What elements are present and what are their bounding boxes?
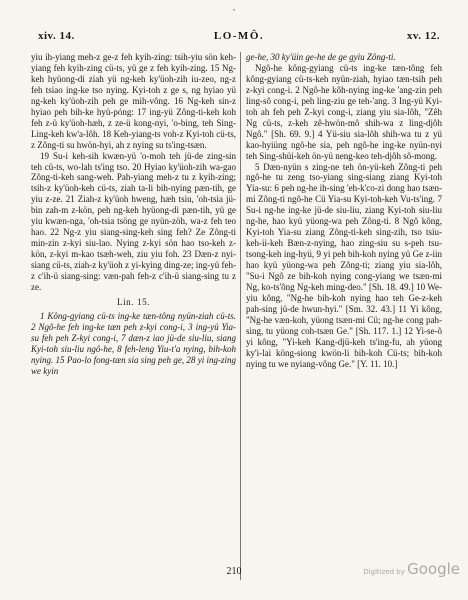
left-paragraph-1: yiu ih-yiang meh-z ge-z feh kyih-zing: tsih-yiu sön keh-yiang feh kyih-zing cü-ts, yü ge z feh kyih-zing. 15 Ng-keh hyüong-di ziah yü ng-keh ky'üoh-zih iu-zeo, ng-z feh tsiao ing-ke tso nying. Kyi-toh z ge s, ng hyiao yü ng-keh ky'üoh-zih peh ge mih-vông. 16 Ng-keh sin-z hyiao peh bih-ke hyü-póng: 17 ing-yü Zông-ti-keh koh feh z-ü ky'üoh-hæh, z ze-ü kong-nyi, 'o-bing, teh Sing-Ling-keh kw'a-lôh. 18 Keh-yiang-ts voh-z Kyi-toh cü-ts, z Zông-ti su hwön-hyi, ah z nying su ts'ing-tsæn.: [31, 52, 236, 150]
top-mark: •: [232, 8, 236, 14]
right-column: [246, 52, 442, 370]
digitized-watermark: [340, 560, 460, 578]
header-left-reference: xiv. 14.: [38, 30, 75, 42]
left-paragraph-2: 19 Su-i keh-sih kwæn-yü 'o-moh teh jü-de zing-sin teh cü-ts, wo-lah ts'ing tso. 20 Hyiao ky'üoh-zih wa-gao Zông-ti-keh sang-weh. Pah-yiang meh-z tu z kyih-zing; tsih-z ky'üoh-keh cü-ts, ziah ta-li bih-nying pæn-tih, ge yiu z-ze. 21 Ziah-z ky'üoh hweng, hæh tsiu, 'oh-tsia jü-bin zah-m z-kön, peh ng-keh hyüong-di pæn-tih, yü ge yiu kwæn-nga, 'oh-tsia tsöng ge nyün-zöh, wa-z feh teo hao. 22 Ng-z yiu siang-sing-keh sing feh? Ze Zông-ti min-zin z-kyi siu-lao. Nying z-kyi sön hao tso-keh z-kön, z-kyi m-kao tsæh-weh, ziu yiu foh. 23 Dæn-z nyi-siang cü-ts, ziah-z ky'üoh z yi-kying ding-ze; ing-yü feh-z c'ih-ü siang-sing: væn-pah feh-z c'ih-ü siang-sing tu z ze.: [31, 150, 236, 293]
lesson-summary: 1 Kông-gyiang cü-ts ing-ke tæn-tông nyün-ziah cü-ts. 2 Ngô-he feh ing-ke tæn peh z-kyi cong-i, 3 ing-yü Yia-su feh peh Z-kyi cong-i, 7 dæn-z iao jü-de siu-liu, siang Kyi-toh siu-liu ngô-he, 8 feh-leng Yiu-t'a nying, bih-koh nying. 15 Pao-lo fong-tæn sia sing peh ge, 28 yi ing-zing we kyin: [31, 310, 236, 376]
watermark-prefix: Digitized by: [363, 568, 405, 576]
header-right-reference: xv. 12.: [406, 30, 440, 42]
header-title: LO-MÔ.: [213, 30, 265, 42]
summary-continuation: ge-he, 30 ky'üin ge-he de ge gyiu Zông-ti.: [246, 52, 396, 62]
watermark-brand: Google: [407, 560, 460, 578]
right-paragraph-2: 5 Dæn-nyün s zing-ne teh ön-yü-keh Zông-ti peh ngô-he tu zeng tso-yiang sing-siang ziang Kyi-toh Yia-su: 6 peh ng-he ih-sing 'eh-k'co-zi dong hao tsæn-mi Zông-ti ngô-he Cü Yia-su Kyi-toh-keh Vu-ts'ing. 7 Su-i ng-he ing-ke jü-de siu-liu, ziang Kyi-toh siu-liu ng-he, hao kyü yüong-wa peh Zông-ti. 8 Ngô kông, Kyi-toh Yia-su ziang Zông-ti-keh sing-zih, tso tsiu-keh-ii-keh Bæn-z-nying, hao zing-siu su s-peh tsu-tsong-keh ing-hyü, 9 yi peh bih-koh nying yü Ge z-iin hao kyü yüong-wa peh Zông-ti; ziang yiu sia-lôh, "Su-i Ngô ze bih-koh nying cong-yiang we tsæn-mi Ng, ko-ts'ông Ng-keh ming-deo." [Sh. 18. 49.] 10 We-yiu kông, "Ng-he bih-koh nying hao teh Ge-z-keh pah-sing jü-de hwun-hyi." [Sm. 32. 43.] 11 Yi kông, "Ng-he væn-koh, yüong tsæn-mi Cü; ng-he cong pah-sing, tu yüong coh-tsæn Ge." [Sh. 117. 1.] 12 Yi-se-õ yi kông, "Yi-keh Kang-djü-keh ts'ing-fu, ah yüong ky'i-lai köng-siong kwön-li bih-koh Cü-ts; bih-koh nying tu we nyiang-vông Ge." [Y. 11. 10.]: [246, 161, 442, 369]
lesson-heading: Lin. 15.: [116, 296, 151, 307]
right-paragraph-1: Ngô-he kông-gyiang cü-ts ing-ke tæn-tông feh kông-gyiang cü-ts-keh nyün-ziah, hyiao tæn-tsih peh z-kyi cong-i. 2 Ngô-he kôh-nying ing-ke 'ang-zin peh ling-sô cong-i, peh ling-ziu ge teh-'ang. 3 Ing-yü Kyi-toh ah feh peh Z-kyi cong-i, ziang yiu sia-lôh, "Zêh Ng cü-ts, z-keh zê-hwön-mô shih-wa z ling-djôh Ngô." [Sh. 69. 9.] 4 Yü-siu sia-lôh shih-wa tu z yü kao-hyiüng ngô-he sia, peh ngô-he ing-ke nyün-nyi teh Sing-shüi-keh ön-yü neng-keo teh-djôh sô-mong.: [246, 62, 442, 161]
page-number: 210: [226, 566, 242, 577]
left-column: [31, 52, 236, 377]
column-divider: [240, 52, 241, 580]
page-header: [38, 30, 440, 44]
